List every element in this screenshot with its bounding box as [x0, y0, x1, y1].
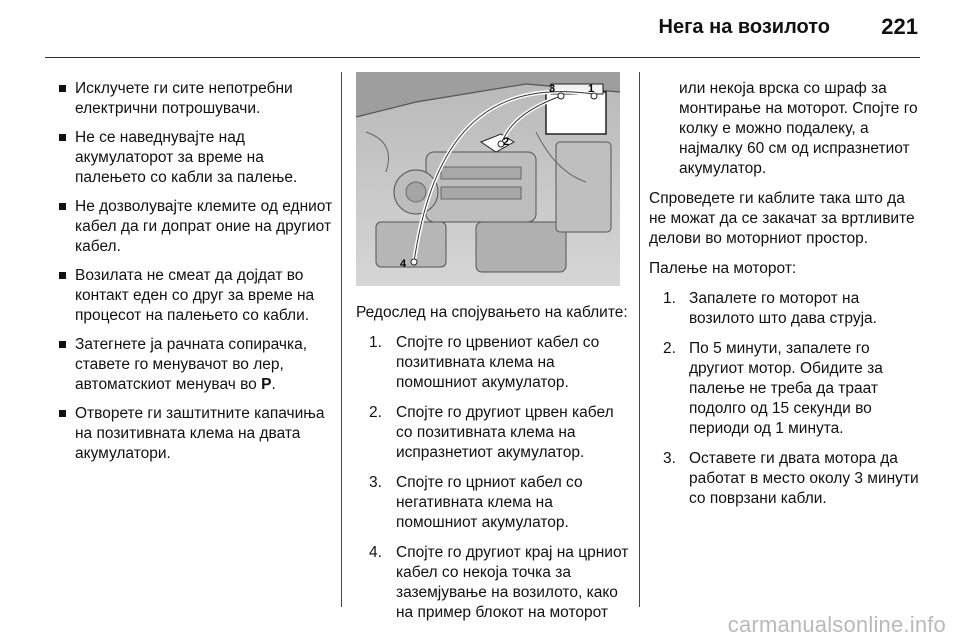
- bullet-square-icon: [59, 203, 66, 210]
- step-text: По 5 минути, запалете го другиот мотор. Обидите за палење не треба да траат подолго од 15 секунди во периоди од 1 минута.: [689, 340, 883, 437]
- bullet-text: Затегнете ја рачната сопирачка, ставете го менувачот во лер, автоматскиот менувач во: [75, 336, 308, 393]
- callout-label: 2: [503, 136, 510, 148]
- step-text: Запалете го моторот на возилото што дава струја.: [689, 290, 877, 327]
- step-number: 4.: [369, 544, 382, 561]
- numbered-step: [649, 289, 925, 329]
- start-heading: Палење на моторот:: [649, 260, 797, 277]
- paragraph: Спроведете ги каблите така што да не можат да се закачат за вртливите делови во моторниот простор.: [649, 190, 915, 247]
- numbered-step: [356, 473, 632, 533]
- bullet-item: [56, 128, 334, 188]
- step-text: Спојте го другиот крај на црниот кабел со некоја точка за заземјување на возилото, како на пример блокот на моторот: [396, 544, 629, 621]
- step-number: 2.: [369, 404, 382, 421]
- watermark: carmanualsonline.info: [727, 612, 946, 637]
- step-number: 3.: [663, 450, 676, 467]
- step-number: 1.: [663, 290, 676, 307]
- header-rule: [45, 57, 920, 58]
- header-title: Нега на возилото: [658, 16, 830, 38]
- bullet-item: [56, 197, 334, 257]
- step-number: 1.: [369, 334, 382, 351]
- jump-start-illustration: [356, 72, 620, 286]
- step-text: Спојте го црниот кабел со негативната клема на помошниот акумулатор.: [396, 474, 583, 531]
- bullet-item: [56, 266, 334, 326]
- bullet-text: Возилата не смеат да дојдат во контакт еден со друг за време на процесот на палењето со кабли.: [75, 267, 315, 324]
- numbered-step: [649, 449, 925, 509]
- callout-label: 3: [549, 83, 556, 95]
- continuation-text: или некоја врска со шраф за монтирање на моторот. Спојте го колку е можно подалеку, а најмалку 60 см од испразнетиот акумулатор.: [679, 80, 918, 177]
- numbered-step: [356, 543, 632, 623]
- engine-bay-drawing: [356, 72, 620, 286]
- gear-position-p: P: [261, 376, 272, 393]
- bullet-text: Исклучете ги сите непотребни електрични потрошувачи.: [75, 80, 293, 117]
- column-divider: [639, 72, 640, 607]
- bullet-square-icon: [59, 410, 66, 417]
- bullet-text: Не дозволувајте клемите од едниот кабел да ги допрат оние на другиот кабел.: [75, 198, 333, 255]
- bullet-square-icon: [59, 341, 66, 348]
- step-number: 3.: [369, 474, 382, 491]
- bullet-item: [56, 335, 334, 395]
- right-column: [649, 79, 925, 509]
- steps-intro: Редослед на спојувањето на каблите:: [356, 304, 628, 321]
- step-text: Спојте го другиот црвен кабел со позитивната клема на испразнетиот акумулатор.: [396, 404, 614, 461]
- numbered-step: [356, 403, 632, 463]
- bullet-square-icon: [59, 85, 66, 92]
- callout-label: 4: [400, 258, 407, 270]
- callout-label: 1: [588, 83, 595, 95]
- column-divider: [341, 72, 342, 607]
- step-number: 2.: [663, 340, 676, 357]
- page-number: 221: [881, 14, 918, 39]
- step-text: Спојте го црвениот кабел со позитивната клема на помошниот акумулатор.: [396, 334, 600, 391]
- bullet-item: [56, 79, 334, 119]
- bullet-square-icon: [59, 272, 66, 279]
- bullet-text: Отворете ги заштитните капачиња на позитивната клема на двата акумулатори.: [75, 405, 325, 462]
- bullet-item: [56, 404, 334, 464]
- bullet-text: Не се наведнувајте над акумулаторот за време на палењето со кабли за палење.: [75, 129, 298, 186]
- bullet-end: .: [271, 376, 276, 393]
- middle-column: [356, 303, 632, 623]
- numbered-step: [356, 333, 632, 393]
- bullet-square-icon: [59, 134, 66, 141]
- numbered-step: [649, 339, 925, 439]
- step-text: Оставете ги двата мотора да работат в место околу 3 минути со поврзани кабли.: [689, 450, 919, 507]
- left-column: [56, 79, 334, 473]
